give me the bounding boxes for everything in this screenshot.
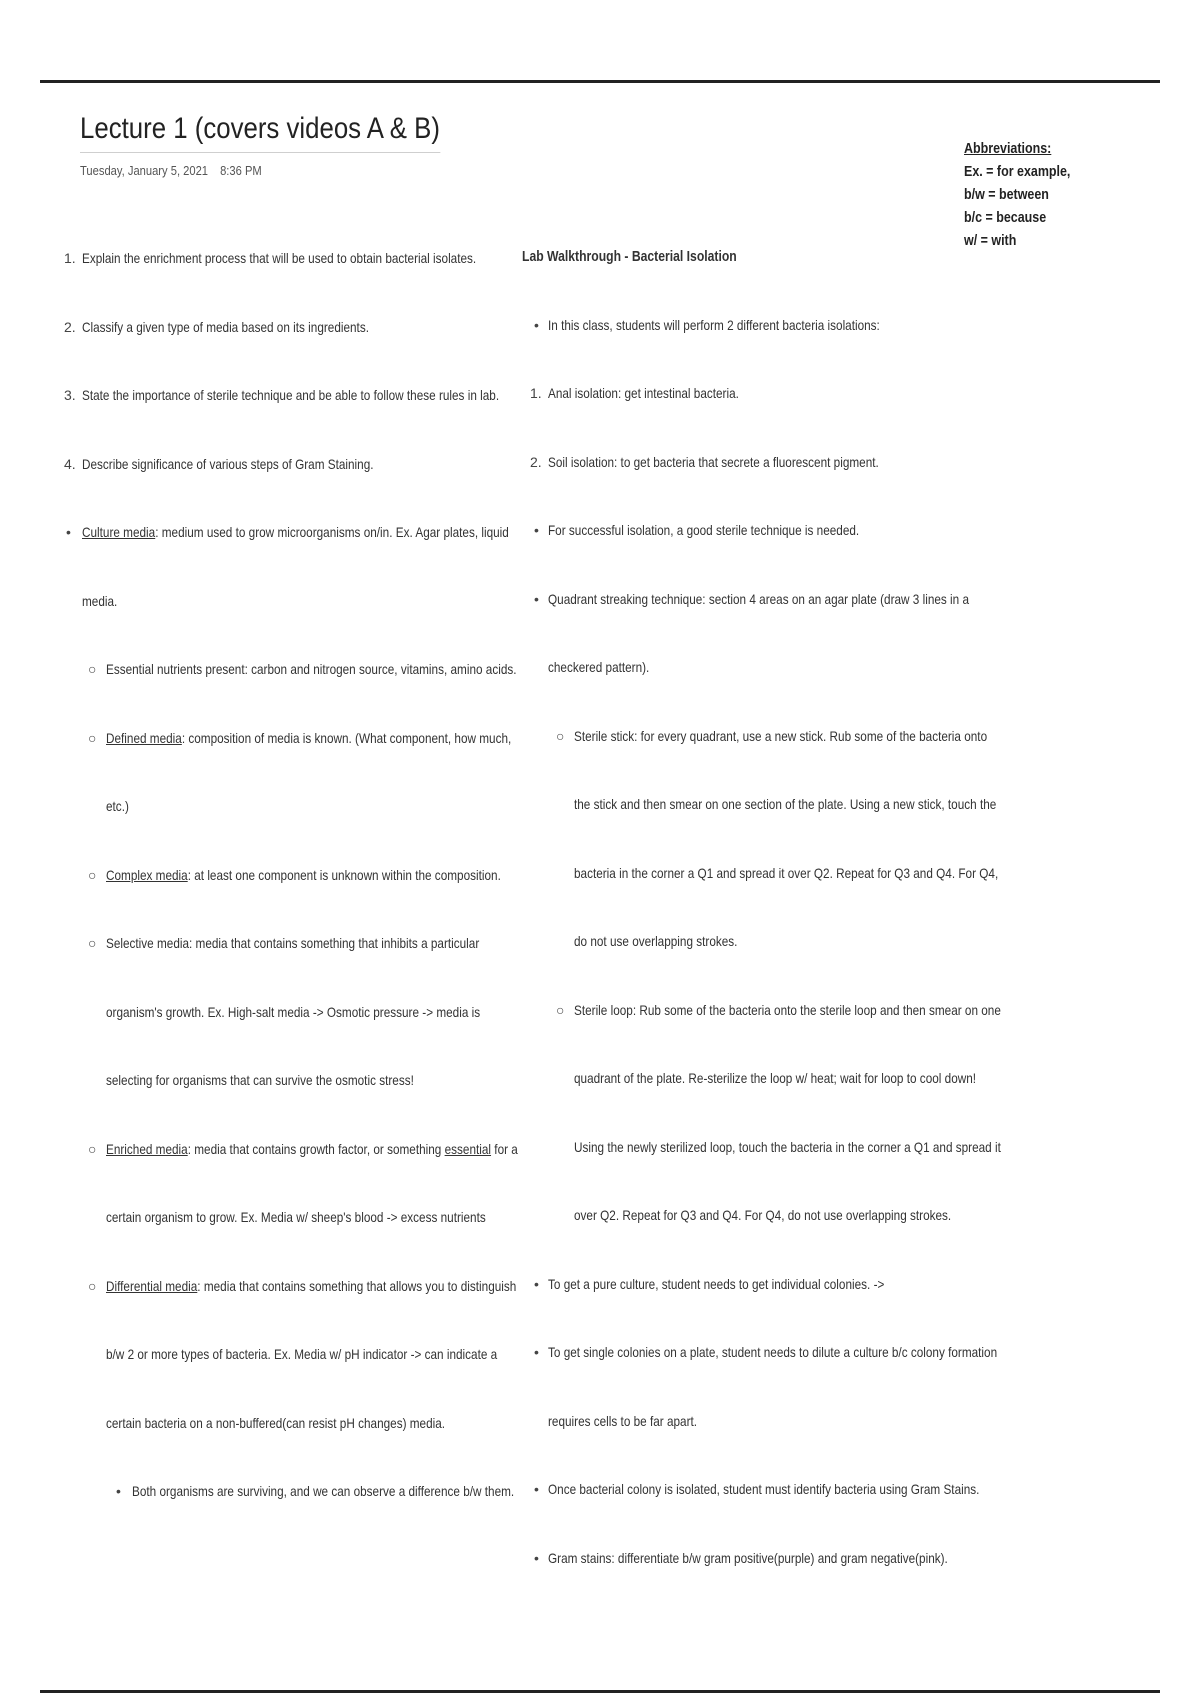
selective-media-continuation: [60, 1072, 480, 1141]
bullet-dot: •: [534, 522, 539, 538]
bullet-dot: •: [534, 316, 539, 333]
list-number: 4.: [64, 455, 76, 472]
selective-media-continuation: [60, 1004, 480, 1073]
sterile-stick-text: the stick and then smear on one section of the plate. Using a new stick, touch the: [574, 796, 997, 812]
objective-text: Explain the enrichment process that will be used to obtain bacterial isolates.: [82, 250, 477, 266]
quadrant-text: Quadrant streaking technique: section 4 areas on an agar plate (draw 3 lines in a: [548, 590, 970, 607]
sterile-stick-text: bacteria in the corner a Q1 and spread it over Q2. Repeat for Q3 and Q4. For Q4,: [574, 864, 999, 881]
enriched-media-definition: : media that contains growth factor, or something: [187, 1140, 445, 1157]
sterile-stick-item: [522, 727, 988, 797]
isolation-item: [522, 385, 962, 454]
single-colonies-item: [522, 1344, 998, 1413]
abbreviation-item: w/ = with: [964, 233, 1017, 249]
complex-media-definition: : at least one component is unknown within the composition.: [187, 866, 501, 883]
quadrant-continuation: [522, 659, 962, 728]
objective-item: [60, 456, 480, 525]
objective-text: Describe significance of various steps of Gram Staining.: [82, 455, 374, 472]
sterile-stick-text: do not use overlapping strokes.: [574, 933, 738, 949]
sub-bullet-circle: ○: [556, 727, 565, 744]
essential-nutrients-item: [60, 661, 517, 730]
pure-culture-text: To get a pure culture, student needs to get individual colonies. ->: [548, 1275, 885, 1292]
top-divider: [40, 80, 1160, 83]
sterile-needed-text: For successful isolation, a good sterile technique is needed.: [548, 522, 860, 538]
right-column: [522, 248, 1001, 1618]
gram-stains-text: Gram stains: differentiate b/w gram positive(purple) and gram negative(pink).: [548, 1549, 948, 1566]
term-culture-media: Culture media: [82, 524, 156, 540]
differential-media-text: certain bacteria on a non-buffered(can resist pH changes) media.: [106, 1414, 446, 1431]
bullet-dot: •: [534, 1275, 539, 1292]
intro-item: [522, 317, 962, 386]
differential-media-text: b/w 2 or more types of bacteria. Ex. Media w/ pH indicator -> can indicate a: [106, 1346, 498, 1362]
enriched-media-text: certain organism to grow. Ex. Media w/ sheep's blood -> excess nutrients: [106, 1209, 486, 1225]
culture-media-definition: : medium used to grow microorganisms on/in. Ex. Agar plates, liquid: [155, 524, 509, 540]
term-defined-media: Defined media: [106, 729, 182, 746]
sterile-stick-text: Sterile stick: for every quadrant, use a new stick. Rub some of the bacteria onto: [574, 727, 988, 744]
differential-media-continuation: [60, 1415, 480, 1484]
sterile-loop-continuation: [522, 1070, 977, 1139]
list-number: 2.: [64, 318, 76, 335]
objective-text: Classify a given type of media based on its ingredients.: [82, 318, 369, 335]
sterile-stick-continuation: [522, 933, 962, 1002]
culture-media-item: [60, 524, 509, 593]
selective-media-text: organism's growth. Ex. High-salt media -> Osmotic pressure -> media is: [106, 1003, 481, 1020]
defined-media-definition: : composition of media is known. (What component, how much,: [181, 729, 512, 746]
term-enriched-media: Enriched media: [106, 1140, 188, 1157]
sterile-loop-text: over Q2. Repeat for Q3 and Q4. For Q4, do not use overlapping strokes.: [574, 1207, 952, 1223]
bullet-dot: •: [534, 1549, 539, 1566]
essential-nutrients-text: Essential nutrients present: carbon and nitrogen source, vitamins, amino acids.: [106, 661, 517, 677]
single-colonies-text: requires cells to be far apart.: [548, 1412, 698, 1429]
section-heading: Lab Walkthrough - Bacterial Isolation: [522, 249, 737, 265]
lab-walkthrough-heading: [522, 248, 962, 317]
enriched-media-definition-end: for a: [491, 1140, 518, 1157]
list-number: 1.: [530, 385, 542, 401]
sterile-loop-text: quadrant of the plate. Re-sterilize the loop w/ heat; wait for loop to cool down!: [574, 1070, 977, 1086]
bullet-dot: •: [534, 1344, 539, 1360]
selective-media-text: selecting for organisms that can survive the osmotic stress!: [106, 1072, 414, 1088]
sterile-loop-text: Using the newly sterilized loop, touch the bacteria in the corner a Q1 and spread it: [574, 1138, 1001, 1155]
objective-item: [60, 387, 500, 456]
identify-item: [522, 1481, 980, 1550]
single-colonies-continuation: [522, 1413, 962, 1482]
enriched-media-item: [60, 1140, 518, 1210]
both-organisms-text: Both organisms are surviving, and we can observe a difference b/w them.: [132, 1483, 515, 1499]
list-number: 2.: [530, 453, 542, 470]
complex-media-item: [60, 866, 501, 936]
differential-media-continuation: [60, 1346, 498, 1415]
page-time: 8:36 PM: [220, 163, 262, 178]
sub-bullet-circle: ○: [88, 1277, 97, 1294]
timestamp: [80, 163, 440, 178]
objective-text: State the importance of sterile technique and be able to follow these rules in lab.: [82, 387, 500, 403]
both-organisms-item: [60, 1483, 515, 1552]
isolation-item: [522, 454, 962, 523]
gram-stains-item: [522, 1550, 962, 1619]
abbreviations-heading: Abbreviations:: [964, 141, 1052, 157]
sub-bullet-circle: ○: [88, 935, 97, 951]
bullet-dot: •: [116, 1483, 121, 1499]
sterile-needed-item: [522, 522, 962, 591]
intro-text: In this class, students will perform 2 different bacteria isolations:: [548, 316, 880, 333]
single-colonies-text: To get single colonies on a plate, student needs to dilute a culture b/c colony formation: [548, 1344, 998, 1360]
sub-bullet-circle: ○: [556, 1001, 565, 1018]
left-column: [60, 250, 518, 1552]
selective-media-text: Selective media: media that contains something that inhibits a particular: [106, 935, 480, 951]
differential-media-definition: : media that contains something that allows you to distinguish: [197, 1277, 517, 1294]
sub-bullet-circle: ○: [88, 661, 97, 677]
isolation-text: Anal isolation: get intestinal bacteria.: [548, 385, 739, 401]
list-number: 1.: [64, 250, 76, 266]
sub-bullet-circle: ○: [88, 1140, 97, 1157]
selective-media-item: [60, 935, 480, 1004]
sterile-loop-text: Sterile loop: Rub some of the bacteria onto the sterile loop and then smear on one: [574, 1001, 1001, 1018]
sub-bullet-circle: ○: [88, 866, 97, 883]
abbreviations-box: [964, 138, 1070, 253]
objective-item: [60, 319, 480, 388]
defined-media-item: [60, 729, 512, 799]
list-number: 3.: [64, 387, 76, 403]
bottom-divider: [40, 1690, 1160, 1693]
page-title: Lecture 1 (covers videos A & B): [80, 112, 440, 153]
page-header: [80, 112, 499, 178]
quadrant-text: checkered pattern).: [548, 659, 650, 675]
pure-culture-item: [522, 1276, 962, 1345]
culture-media-continuation: [60, 593, 480, 662]
quadrant-item: [522, 590, 970, 660]
sub-bullet-circle: ○: [88, 729, 97, 746]
identify-text: Once bacterial colony is isolated, student must identify bacteria using Gram Stains.: [548, 1481, 980, 1497]
bullet-dot: •: [534, 590, 539, 607]
defined-media-text: etc.): [106, 798, 129, 814]
sterile-stick-continuation: [522, 864, 999, 934]
emphasis-essential: essential: [444, 1140, 492, 1157]
term-complex-media: Complex media: [106, 866, 188, 883]
abbreviation-item: Ex. = for example,: [964, 164, 1071, 180]
isolation-text: Soil isolation: to get bacteria that secrete a fluorescent pigment.: [548, 453, 879, 470]
enriched-media-continuation: [60, 1209, 486, 1278]
differential-media-item: [60, 1277, 517, 1347]
bullet-dot: •: [66, 524, 71, 540]
defined-media-continuation: [60, 798, 480, 867]
objective-item: [60, 250, 480, 319]
term-differential-media: Differential media: [106, 1277, 198, 1294]
abbreviation-item: b/c = because: [964, 210, 1047, 226]
sterile-loop-continuation: [522, 1138, 1001, 1208]
sterile-stick-continuation: [522, 796, 997, 865]
culture-media-text: media.: [82, 592, 118, 609]
page-date: Tuesday, January 5, 2021: [80, 163, 209, 178]
sterile-loop-continuation: [522, 1207, 962, 1276]
abbreviation-item: b/w = between: [964, 187, 1049, 203]
sterile-loop-item: [522, 1001, 1001, 1071]
bullet-dot: •: [534, 1481, 539, 1497]
